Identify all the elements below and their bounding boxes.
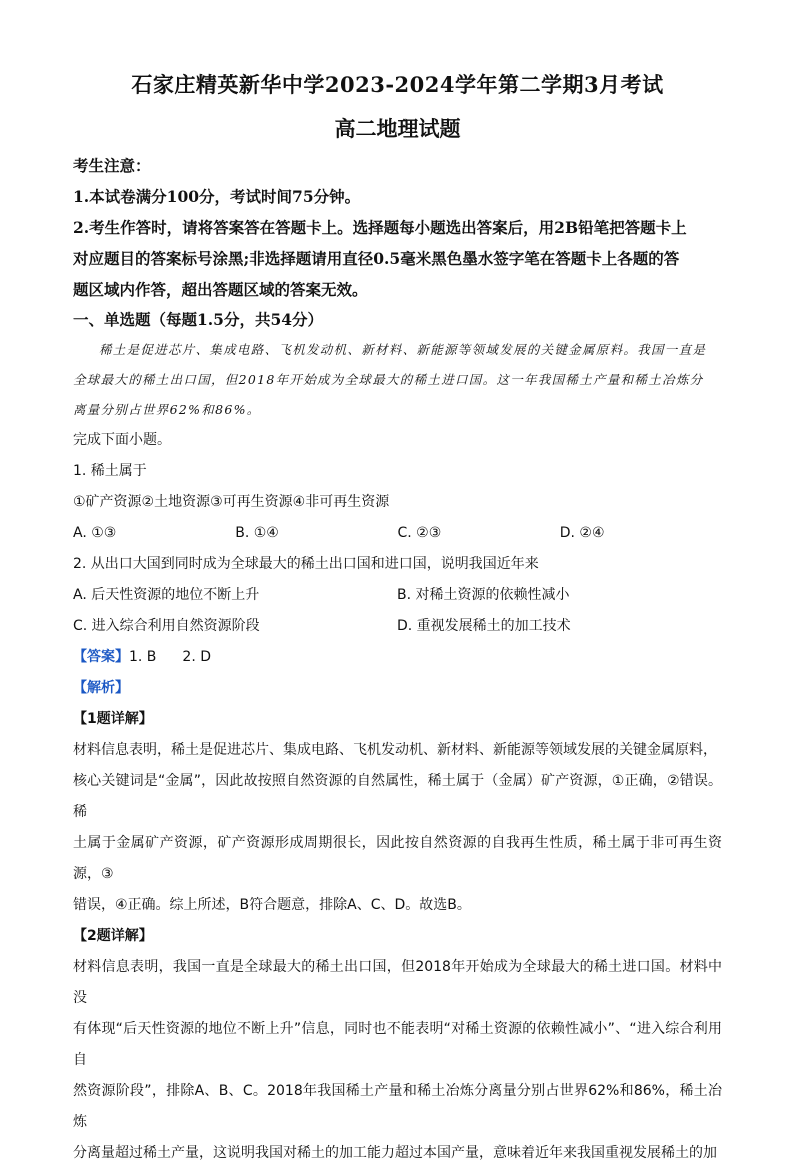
answer-2: 2. D [182,649,212,665]
question-2 [73,549,722,642]
question-statements: ①矿产资源②土地资源③可再生资源④非可再生资源 [73,494,390,510]
analysis-tag: 【解析】 [73,680,129,696]
notice-item: 题区域内作答，超出答题区域的答案无效。 [73,280,368,299]
option-a: A. 后天性资源的地位不断上升 [73,587,260,603]
answer-1: 1. B [129,649,157,665]
notice-heading: 考生注意： [73,156,151,175]
answer-line [73,642,722,673]
detail-2-body [73,952,722,1169]
detail-1-tag: 【1题详解】 [73,711,153,727]
question-1 [73,456,722,549]
detail-line: 然资源阶段”，排除A、B、C。2018年我国稀土产量和稀土冶炼分离量分别占世界62%和86%，稀土冶炼 [73,1083,722,1130]
option-b: B. ①④ [235,525,279,541]
material-line: 全球最大的稀土出口国，但2018年开始成为全球最大的稀土进口国。这一年我国稀土产量和稀土冶炼分 [73,372,704,387]
exam-subtitle: 高二地理试题 [334,116,461,141]
option-c: C. ②③ [397,525,442,541]
detail-line: 材料信息表明，我国一直是全球最大的稀土出口国，但2018年开始成为全球最大的稀土进口国。材料中没 [73,959,722,1006]
detail-line: 材料信息表明，稀土是促进芯片、集成电路、飞机发动机、新材料、新能源等领域发展的关键金属原料， [73,742,717,758]
candidate-notice [73,150,722,305]
detail-line: 核心关键词是“金属”，因此故按照自然资源的自然属性，稀土属于（金属）矿产资源，①正确，②错误。稀 [73,773,722,820]
detail-1-body [73,735,722,921]
option-a: A. ①③ [73,525,117,541]
reading-material [73,335,722,425]
notice-item: 1.本试卷满分100分，考试时间75分钟。 [73,187,361,206]
analysis-line [73,673,722,704]
option-c: C. 进入综合利用自然资源阶段 [73,618,260,634]
question-options [73,518,722,549]
exam-title: 石家庄精英新华中学2023-2024学年第二学期3月考试 [131,72,664,97]
detail-line: 土属于金属矿产资源，矿产资源形成周期很长，因此按自然资源的自我再生性质，稀土属于非可再生资源，③ [73,835,722,882]
notice-item: 2.考生作答时，请将答案答在答题卡上。选择题每小题选出答案后，用2B铅笔把答题卡上 [73,218,687,237]
detail-2-tag: 【2题详解】 [73,928,153,944]
question-stem: 1. 稀土属于 [73,463,147,479]
question-options-row [73,580,722,611]
answer-tag: 【答案】 [73,649,129,665]
notice-item: 对应题目的答案标号涂黑;非选择题请用直径0.5毫米黑色墨水签字笔在答题卡上各题的答 [73,249,680,268]
question-options-row [73,611,722,642]
section-title: 一、单选题（每题1.5分，共54分） [73,310,324,329]
material-instruction: 完成下面小题。 [73,432,171,448]
option-d: D. ②④ [559,525,605,541]
detail-line: 分离量超过稀土产量，这说明我国对稀土的加工能力超过本国产量，意味着近年来我国重视发展稀土的加 [73,1145,717,1161]
material-line: 稀土是促进芯片、集成电路、飞机发动机、新材料、新能源等领域发展的关键金属原料。我国一直是 [99,342,707,357]
option-b: B. 对稀土资源的依赖性减小 [397,587,570,603]
material-line: 离量分别占世界62%和86%。 [73,402,261,417]
option-d: D. 重视发展稀土的加工技术 [397,618,571,634]
detail-line: 有体现“后天性资源的地位不断上升”信息，同时也不能表明“对稀土资源的依赖性减小”、“进入综合利用自 [73,1021,722,1068]
question-stem: 2. 从出口大国到同时成为全球最大的稀土出口国和进口国，说明我国近年来 [73,556,539,572]
detail-line: 错误，④正确。综上所述，B符合题意，排除A、C、D。故选B。 [73,897,471,913]
